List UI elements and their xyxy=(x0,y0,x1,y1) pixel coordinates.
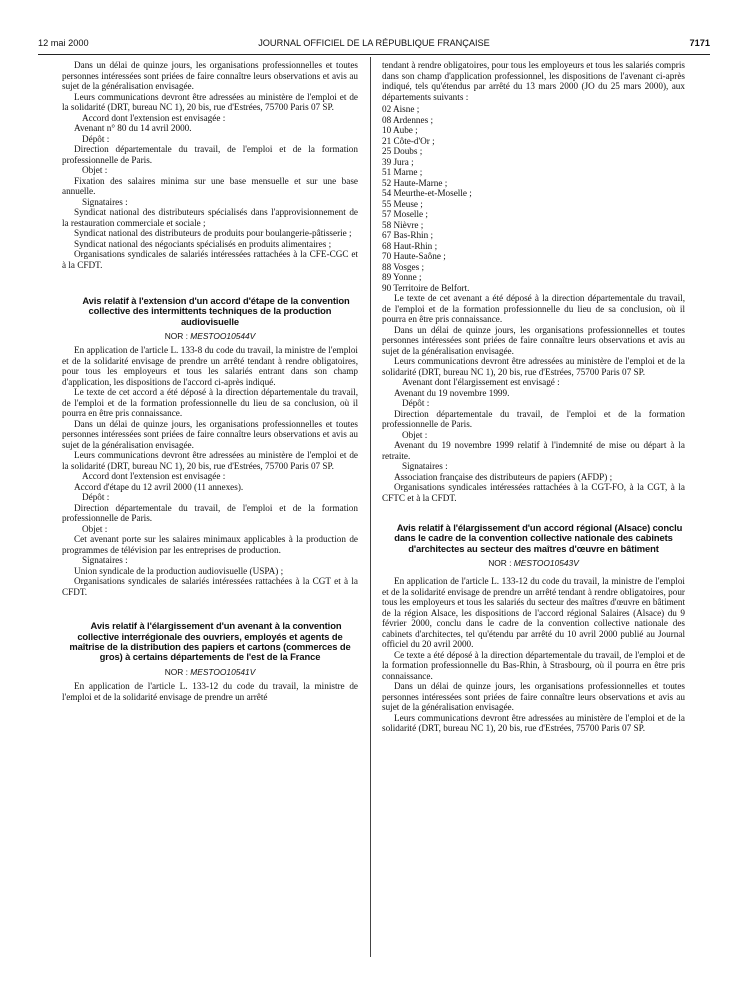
paragraph: En application de l'article L. 133-12 du code du travail, la ministre de l'emploi et de la solidarité envisage de prendre un arrêté xyxy=(62,681,358,702)
nor-reference: NOR : MESTOO10544V xyxy=(164,330,256,341)
paragraph: En application de l'article L. 133-12 du code du travail, la ministre de l'emploi et de la solidarité envisage de prendre un arrêté tendant à rendre obligatoires, pour tous les employeurs et tous les salariés du secteur des maîtres d'œuvre en bâtiment de la région Alsace, les dispositions de l'accord régional Salaires (Alsace) du 9 février 2000, conclu dans le cadre de la convention collective nationale des cabinets d'architectes, tel qu'étendu par arrêté du 10 avril 2000 publié au Journal officiel du 20 avril 2000. xyxy=(382,576,685,650)
department-item: 02 Aisne ; xyxy=(382,104,420,114)
right-column xyxy=(382,60,685,734)
paragraph: Accord d'étape du 12 avril 2000 (11 annexes). xyxy=(74,481,244,492)
paragraph: Direction départementale du travail, de l'emploi et de la formation professionnelle de Paris. xyxy=(62,144,358,165)
department-item: 25 Doubs ; xyxy=(382,146,423,156)
department-item: 54 Meurthe-et-Moselle ; xyxy=(382,188,472,198)
label: Dépôt : xyxy=(82,133,110,144)
paragraph: Direction départementale du travail, de l'emploi et de la formation professionnelle de Paris. xyxy=(62,502,358,524)
paragraph: Association française des distributeurs de papiers (AFDP) ; xyxy=(394,471,613,482)
department-item: 89 Yonne ; xyxy=(382,272,422,282)
paragraph: Dans un délai de quinze jours, les organisations professionnelles et toutes personnes intéressées sont priées de faire connaître leurs observations et avis au sujet de la généralisation envisagée. xyxy=(62,418,358,450)
paragraph: Avenant du 19 novembre 1999 relatif à l'indemnité de mise ou départ à la retraite. xyxy=(382,440,685,461)
header-rule xyxy=(38,54,710,55)
department-item: 70 Haute-Saône ; xyxy=(382,251,446,261)
paragraph: Leurs communications devront être adressées au ministère de l'emploi et de la solidarité (DRT, bureau NC 1), 20 bis, rue d'Estrées, 75700 Paris 07 SP. xyxy=(382,356,685,377)
paragraph: Union syndicale de la production audiovisuelle (USPA) ; xyxy=(74,565,284,576)
department-item: 51 Marne ; xyxy=(382,167,423,177)
nor-reference: NOR : MESTOO10541V xyxy=(164,666,256,677)
paragraph: Cet avenant porte sur les salaires minimaux applicables à la production de programmes de télévision par les entreprises de production. xyxy=(62,534,358,555)
paragraph: Leurs communications devront être adressées au ministère de l'emploi et de la solidarité (DRT, bureau NC 1), 20 bis, rue d'Estrées, 75700 Paris 07 SP. xyxy=(62,91,358,112)
department-item: 55 Meuse ; xyxy=(382,198,423,209)
paragraph: Dans un délai de quinze jours, les organisations professionnelles et toutes personnes intéressées sont priées de faire connaître leurs observations et avis au sujet de la généralisation envisagée. xyxy=(382,681,685,713)
department-item: 58 Nièvre ; xyxy=(382,219,424,230)
nor-reference: NOR : MESTOO10543V xyxy=(488,557,579,568)
paragraph: Organisations syndicales intéressées rattachées à la CGT-FO, à la CGT, à la CFTC et à la CFDT. xyxy=(382,482,685,503)
paragraph: Leurs communications devront être adressées au ministère de l'emploi et de la solidarité (DRT, bureau NC 1), 20 bis, rue d'Estrées, 75700 Paris 07 SP. xyxy=(62,450,358,471)
department-item: 57 Moselle ; xyxy=(382,209,428,219)
department-item: 10 Aube ; xyxy=(382,125,418,135)
journal-title: JOURNAL OFFICIEL DE LA RÉPUBLIQUE FRANÇAISE xyxy=(258,38,490,48)
page-header xyxy=(38,38,710,52)
paragraph: Le texte de cet avenant a été déposé à la direction départementale du travail, de l'emploi et de la formation professionnelle du lieu de sa conclusion, où il pourra en être pris connaissance. xyxy=(382,293,685,324)
notice-title: Avis relatif à l'extension d'un accord d'étape de la convention collective des intermittents techniques de la production audiovisuelle xyxy=(82,295,350,327)
label: Objet : xyxy=(402,429,428,440)
department-item: 52 Haute-Marne ; xyxy=(382,177,448,188)
label: Objet : xyxy=(82,523,108,534)
paragraph: Avenant n° 80 du 14 avril 2000. xyxy=(74,123,192,133)
paragraph: Organisations syndicales de salariés intéressées rattachées à la CFE-CGC et à la CFDT. xyxy=(62,249,358,270)
label: Dépôt : xyxy=(82,492,110,503)
department-item: 68 Haut-Rhin ; xyxy=(382,240,438,251)
paragraph: Dans un délai de quinze jours, les organisations professionnelles et toutes personnes intéressées sont priées de faire connaître leurs observations et avis au sujet de la généralisation envisagée. xyxy=(382,324,685,356)
label: Objet : xyxy=(82,165,108,175)
label: Signataires : xyxy=(82,196,128,207)
paragraph: Syndicat national des négociants spécialisés en produits alimentaires ; xyxy=(74,238,332,249)
department-item: 21 Côte-d'Or ; xyxy=(382,135,435,146)
paragraph: Le texte de cet accord a été déposé à la direction départementale du travail, de l'emploi et de la formation professionnelle du lieu de sa conclusion, où il pourra en être pris connaissance. xyxy=(62,387,358,419)
label: Accord dont l'extension est envisagée : xyxy=(82,112,226,123)
paragraph: Direction départementale du travail, de l'emploi et de la formation professionnelle de Paris. xyxy=(382,408,685,429)
paragraph: Syndicat national des distributeurs de produits pour boulangerie-pâtisserie ; xyxy=(74,228,352,238)
paragraph: Leurs communications devront être adressées au ministère de l'emploi et de la solidarité (DRT, bureau NC 1), 20 bis, rue d'Estrées, 75700 Paris 07 SP. xyxy=(382,712,685,734)
notice-title: Avis relatif à l'élargissement d'un accord régional (Alsace) conclu dans le cadre de la convention collective nationale des cabinets d'architectes au secteur des maîtres d'œuvre en bâtiment xyxy=(394,522,683,554)
label: Dépôt : xyxy=(402,398,430,408)
paragraph: Fixation des salaires minima sur une base mensuelle et sur une base annuelle. xyxy=(62,175,358,196)
label: Avenant dont l'élargissement est envisagé : xyxy=(402,377,560,387)
department-item: 39 Jura ; xyxy=(382,156,414,167)
label: Signataires : xyxy=(82,555,128,566)
paragraph: Organisations syndicales de salariés intéressées rattachées à la CGT et à la CFDT. xyxy=(62,576,358,597)
paragraph: Dans un délai de quinze jours, les organisations professionnelles et toutes personnes intéressées sont priées de faire connaître leurs observations et avis au sujet de la généralisation envisagée. xyxy=(62,60,358,91)
paragraph: tendant à rendre obligatoires, pour tous les employeurs et tous les salariés compris dans son champ d'application professionnel, les dispositions de l'avenant ci-après indiqué, tels qu'étendus par arrêté du 13 mars 2000 (JO du 25 mars 2000), aux départements suivants : xyxy=(382,60,685,102)
department-item: 67 Bas-Rhin ; xyxy=(382,230,434,240)
issue-date: 12 mai 2000 xyxy=(38,38,89,48)
notice-title: Avis relatif à l'élargissement d'un avenant à la convention collective interrégionale des ouvriers, employés et agents de maîtrise de la distribution des papiers et cartons (commerces de gros) à certains départements de l'est de la France xyxy=(69,620,351,663)
column-divider xyxy=(370,57,371,957)
label: Signataires : xyxy=(402,461,448,471)
label: Accord dont l'extension est envisagée : xyxy=(82,471,226,482)
department-item: 08 Ardennes ; xyxy=(382,114,434,125)
paragraph: Syndicat national des distributeurs spécialisés dans l'approvisionnement de la restauration commerciale et sociale ; xyxy=(62,207,358,228)
paragraph: Avenant du 19 novembre 1999. xyxy=(394,387,510,398)
department-item: 90 Territoire de Belfort. xyxy=(382,282,470,293)
page-number: 7171 xyxy=(689,38,710,48)
paragraph: En application de l'article L. 133-8 du code du travail, la ministre de l'emploi et de la solidarité envisage de prendre un arrêté tendant à rendre obligatoires, pour tous les employeurs et tous les salariés entrant dans son champ d'application, les dispositions de l'accord ci-après indiqué. xyxy=(62,345,358,387)
paragraph: Ce texte a été déposé à la direction départementale du travail, de l'emploi et de la formation professionnelle du Bas-Rhin, à Strasbourg, où il pourra en être pris connaissance. xyxy=(382,649,685,681)
department-item: 88 Vosges ; xyxy=(382,261,425,272)
left-column xyxy=(62,60,358,702)
